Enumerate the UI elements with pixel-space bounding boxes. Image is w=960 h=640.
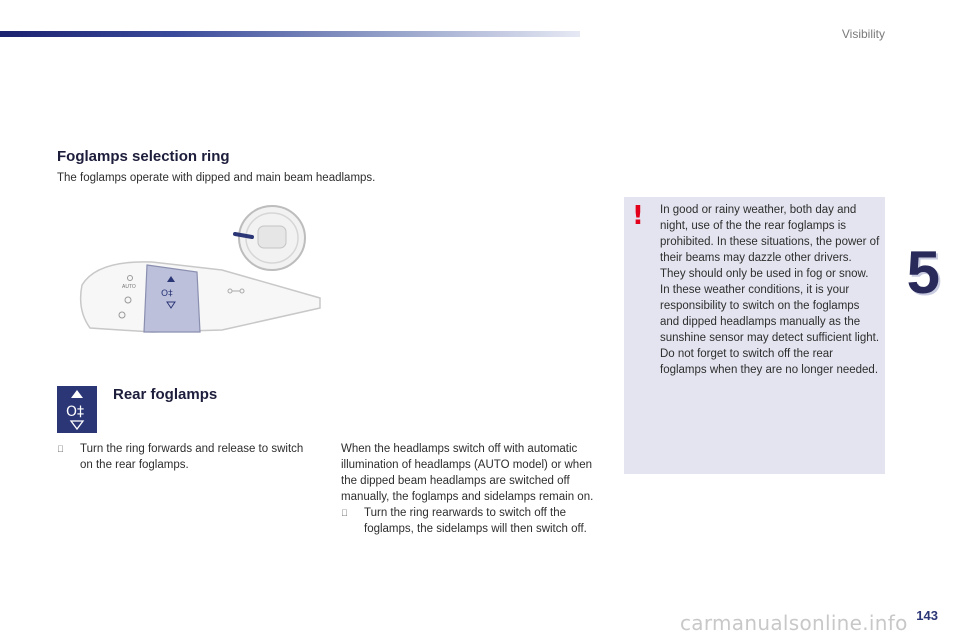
warning-box	[624, 197, 885, 474]
warning-para-2: In these weather conditions, it is your responsibility to switch on the foglamps and dipped headlamps manually as the sunshine sensor may detect sufficient light.	[660, 284, 880, 344]
rear-on-instructions	[57, 441, 307, 473]
stalk-illustration	[72, 190, 322, 345]
list-item	[57, 441, 307, 473]
step-on-text: Turn the ring forwards and release to switch on the rear foglamps.	[80, 443, 304, 471]
warning-para-1: In good or rainy weather, both day and night, use of the the rear foglamps is prohibited. In these situations, the power of their beams may dazzle other drivers. They should only be used in fog or snow.	[660, 204, 880, 280]
chapter-number: 5	[906, 239, 940, 306]
bullet-icon	[341, 505, 348, 521]
warning-text	[660, 202, 880, 378]
page-number: 143	[916, 608, 938, 623]
section-title: Visibility	[841, 27, 885, 41]
page-title: Foglamps selection ring	[57, 148, 230, 165]
rear-foglamps-heading: Rear foglamps	[113, 386, 218, 403]
watermark: carmanualsonline.info	[680, 611, 908, 635]
rear-off-instructions	[341, 441, 606, 537]
intro-text: The foglamps operate with dipped and main beam headlamps.	[57, 172, 376, 184]
header-gradient-bar	[0, 31, 580, 37]
auto-note: When the headlamps switch off with automatic illumination of headlamps (AUTO model) or when the dipped beam headlamps are switched off manually, the foglamps and sidelamps remain on.	[341, 443, 594, 503]
warning-para-3: Do not forget to switch off the rear foglamps when they are no longer needed.	[660, 348, 879, 376]
list-item	[341, 505, 606, 537]
svg-text:AUTO: AUTO	[122, 284, 136, 290]
warning-exclamation-icon: !	[632, 201, 644, 231]
steering-wheel-icon	[235, 206, 305, 270]
rear-foglamp-icon	[57, 386, 97, 433]
step-off-text: Turn the ring rearwards to switch off the foglamps, the sidelamps will then switch off.	[364, 507, 587, 535]
svg-text:O‡: O‡	[161, 289, 173, 299]
svg-text:O‡: O‡	[66, 404, 85, 420]
lighting-stalk	[81, 262, 320, 332]
bullet-icon	[57, 441, 64, 457]
